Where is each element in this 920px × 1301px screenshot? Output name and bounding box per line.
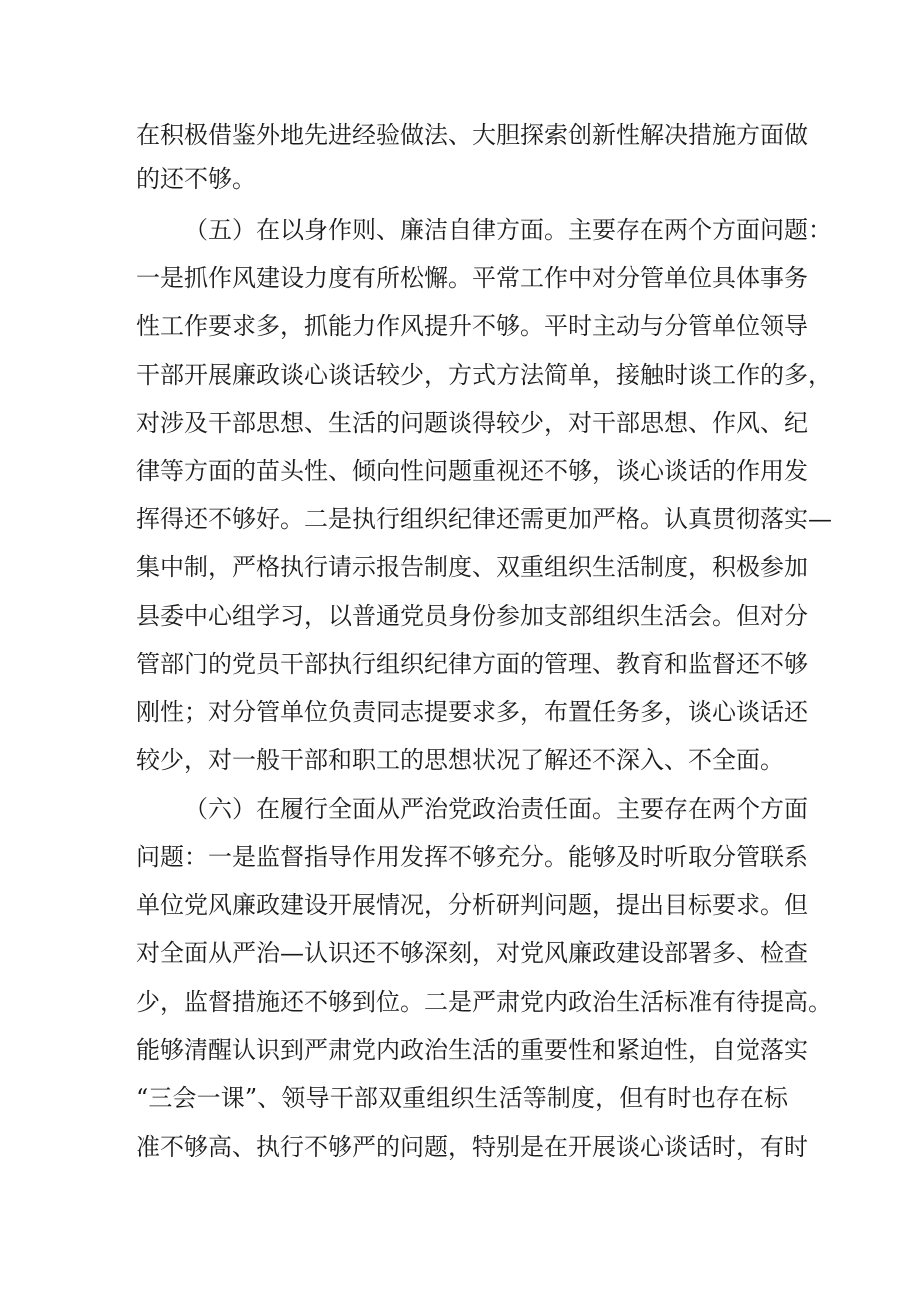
text-line: 在积极借鉴外地先进经验做法、大胆探索创新性解决措施方面做 bbox=[136, 121, 808, 149]
text-line: 刚性；对分管单位负责同志提要求多，布置任务多，谈心谈话还 bbox=[136, 698, 808, 726]
text-line: 较少，对一般干部和职工的思想状况了解还不深入、不全面。 bbox=[136, 746, 784, 774]
text-line: 的还不够。 bbox=[136, 165, 256, 193]
text-line: 问题：一是监督指导作用发挥不够充分。能够及时听取分管联系 bbox=[136, 843, 808, 871]
text-line: 县委中心组学习，以普通党员身份参加支部组织生活会。但对分 bbox=[136, 602, 808, 630]
text-line: 能够清醒认识到严肃党内政治生活的重要性和紧迫性，自觉落实 bbox=[136, 1036, 808, 1064]
text-line: 一是抓作风建设力度有所松懈。平常工作中对分管单位具体事务 bbox=[136, 264, 808, 292]
text-line: 律等方面的苗头性、倾向性问题重视还不够，谈心谈话的作用发 bbox=[136, 457, 808, 485]
text-line: 单位党风廉政建设开展情况，分析研判问题，提出目标要求。但 bbox=[136, 891, 808, 919]
text-line: 少，监督措施还不够到位。二是严肃党内政治生活标准有待提高。 bbox=[136, 988, 832, 1016]
text-line: 挥得还不够好。二是执行组织纪律还需更加严格。认真贯彻落实— bbox=[136, 505, 832, 533]
text-line: 集中制，严格执行请示报告制度、双重组织生活制度，积极参加 bbox=[136, 553, 808, 581]
text-line: 干部开展廉政谈心谈话较少，方式方法简单，接触时谈工作的多， bbox=[136, 361, 832, 389]
text-line: 准不够高、执行不够严的问题，特别是在开展谈心谈话时，有时 bbox=[136, 1133, 808, 1161]
text-line: “三会一课”、领导干部双重组织生活等制度，但有时也存在标 bbox=[136, 1084, 788, 1112]
text-line: 管部门的党员干部执行组织纪律方面的管理、教育和监督还不够 bbox=[136, 650, 808, 678]
text-line: 对涉及干部思想、生活的问题谈得较少，对干部思想、作风、纪 bbox=[136, 409, 808, 437]
text-line: 性工作要求多，抓能力作风提升不够。平时主动与分管单位领导 bbox=[136, 312, 808, 340]
text-line: 对全面从严治—认识还不够深刻，对党风廉政建设部署多、检查 bbox=[136, 939, 808, 967]
section-heading-6: （六）在履行全面从严治党政治责任面。主要存在两个方面 bbox=[184, 795, 808, 823]
section-heading-5: （五）在以身作则、廉洁自律方面。主要存在两个方面问题： bbox=[184, 216, 832, 244]
